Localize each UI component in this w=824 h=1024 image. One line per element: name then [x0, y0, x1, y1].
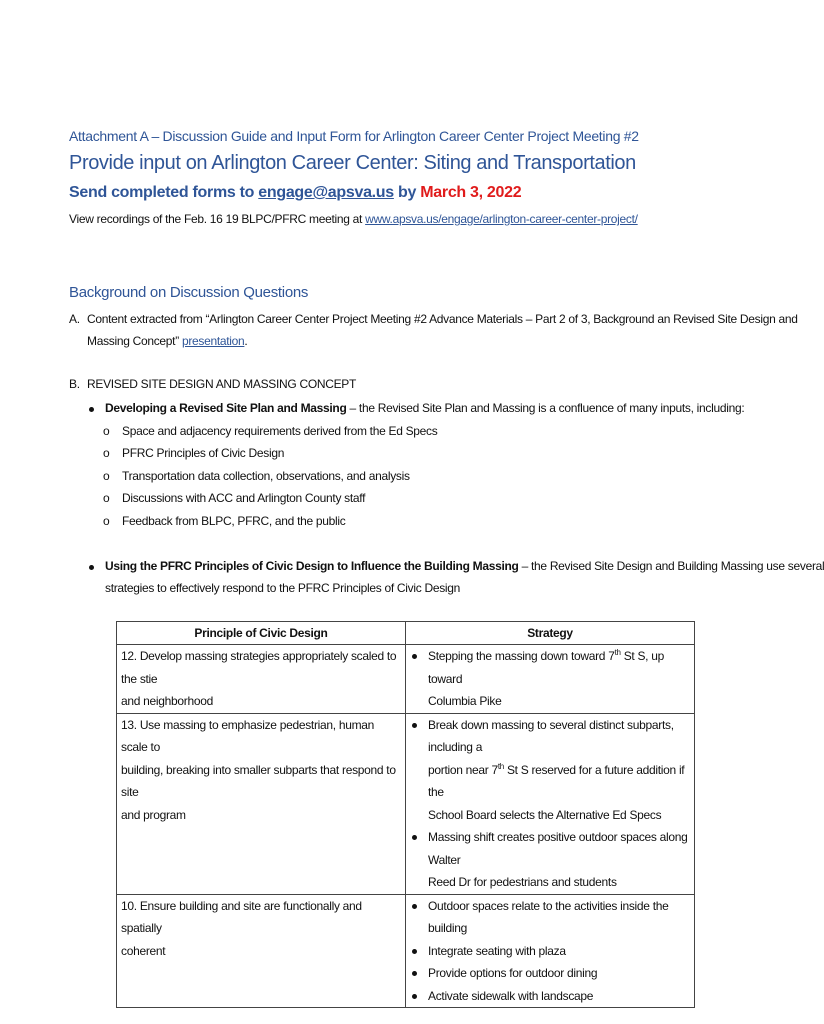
- bullet-dot: [412, 949, 417, 954]
- principle-line: coherent: [121, 943, 166, 958]
- strategy-text: Integrate seating with plaza: [428, 943, 566, 958]
- item-a-line1: Content extracted from “Arlington Career Center Project Meeting #2 Advance Materials – Part 2 of 3, Background an Revised Site Design and: [87, 312, 798, 326]
- sub-marker: o: [103, 446, 110, 460]
- sub-item: PFRC Principles of Civic Design: [122, 446, 285, 460]
- item-b-heading: REVISED SITE DESIGN AND MASSING CONCEPT: [87, 377, 357, 391]
- strategy-item: [410, 826, 690, 894]
- principle-line: 13. Use massing to emphasize pedestrian, human scale to: [121, 717, 375, 754]
- email-link[interactable]: engage@apsva.us: [258, 184, 394, 201]
- send-by: by: [393, 184, 421, 201]
- table-header-row: [117, 622, 695, 645]
- bullet-dot: [412, 835, 417, 840]
- table-row: [117, 713, 695, 894]
- recordings-prefix: View recordings of the Feb. 16 19 BLPC/PFRC meeting at: [69, 212, 366, 226]
- strategy-text: St S, up toward: [428, 649, 664, 686]
- bullet-pfrc-line2: strategies to effectively respond to the PFRC Principles of Civic Design: [105, 581, 461, 595]
- strategy-item: [410, 645, 690, 713]
- strategy-text: St S reserved for a future addition if the: [428, 762, 685, 799]
- sub-marker: o: [103, 424, 110, 438]
- bullet-dot: [412, 723, 417, 728]
- bullet-dot: [89, 407, 94, 412]
- principle-line: and program: [121, 807, 186, 822]
- bullet-dot: [89, 565, 94, 570]
- strategy-item: [410, 985, 690, 1008]
- strategy-item: [410, 895, 690, 940]
- bullet-rest-text: – the Revised Site Design and Building Massing use several: [518, 559, 824, 573]
- table-row: [117, 894, 695, 1008]
- sub-item: Feedback from BLPC, PFRC, and the public: [122, 514, 346, 528]
- table-row: [117, 645, 695, 714]
- page-title: Provide input on Arlington Career Center: Siting and Transportation: [69, 152, 636, 174]
- strategy-cell: [406, 713, 695, 894]
- strategy-text: portion near 7: [428, 762, 498, 777]
- strategy-cell: [406, 894, 695, 1008]
- principle-cell: [117, 645, 406, 714]
- strategy-item: [410, 962, 690, 985]
- strategy-text: School Board selects the Alternative Ed Specs: [428, 807, 662, 822]
- strategy-cell: [406, 645, 695, 714]
- principle-line: building, breaking into smaller subparts that respond to site: [121, 762, 396, 799]
- strategy-text: Stepping the massing down toward 7: [428, 649, 615, 663]
- strategy-text: Massing shift creates positive outdoor spaces along Walter: [428, 830, 688, 867]
- send-instructions: [69, 184, 521, 202]
- background-heading: Background on Discussion Questions: [69, 284, 309, 301]
- send-prefix: Send completed forms to: [69, 184, 259, 201]
- bullet-dot: [412, 904, 417, 909]
- superscript: th: [497, 761, 504, 771]
- recordings-link[interactable]: www.apsva.us/engage/arlington-career-center-project/: [365, 212, 638, 226]
- bullet-dot: [412, 994, 417, 999]
- item-a-text: Massing Concept”: [87, 334, 182, 348]
- strategy-item: [410, 714, 690, 827]
- item-b-marker: B.: [69, 377, 80, 391]
- sub-item: Space and adjacency requirements derived from the Ed Specs: [122, 424, 438, 438]
- strategy-text: Columbia Pike: [428, 694, 502, 708]
- recordings-note: [69, 212, 638, 226]
- sub-marker: o: [103, 469, 110, 483]
- item-a-period: .: [244, 334, 248, 348]
- strategy-text: Break down massing to several distinct subparts, including a: [428, 717, 674, 754]
- strategy-text: Provide options for outdoor dining: [428, 966, 598, 980]
- principle-line: and neighborhood: [121, 694, 213, 708]
- strategy-text: Activate sidewalk with landscape: [428, 988, 594, 1003]
- item-a-marker: A.: [69, 312, 80, 326]
- bullet-dot: [412, 654, 417, 659]
- bullet-dot: [412, 971, 417, 976]
- principle-cell: [117, 894, 406, 1008]
- strategy-text: Outdoor spaces relate to the activities inside the building: [428, 898, 669, 935]
- bullet-revised-site-plan: [105, 401, 744, 415]
- principle-line: 12. Develop massing strategies appropriately scaled to the stie: [121, 649, 397, 686]
- item-a-line2: [87, 334, 247, 348]
- sub-item: Transportation data collection, observations, and analysis: [122, 469, 410, 483]
- bullet-bold-text: Using the PFRC Principles of Civic Design to Influence the Building Massing: [105, 559, 519, 573]
- bullet-rest-text: – the Revised Site Plan and Massing is a confluence of many inputs, including:: [346, 401, 745, 415]
- attachment-heading: Attachment A – Discussion Guide and Input Form for Arlington Career Center Project Meeting #2: [69, 128, 639, 144]
- strategy-text: Reed Dr for pedestrians and students: [428, 875, 617, 889]
- sub-marker: o: [103, 514, 110, 528]
- strategy-item: [410, 940, 690, 963]
- presentation-link[interactable]: presentation: [181, 334, 245, 348]
- deadline-date: March 3, 2022: [420, 184, 522, 201]
- header-principle: Principle of Civic Design: [117, 622, 406, 645]
- header-strategy: Strategy: [406, 622, 695, 645]
- bullet-bold-text: Developing a Revised Site Plan and Massing: [105, 401, 347, 415]
- civic-design-table: [116, 621, 695, 1008]
- bullet-pfrc-principles: [105, 559, 824, 573]
- sub-marker: o: [103, 491, 110, 505]
- principle-line: 10. Ensure building and site are functionally and spatially: [121, 898, 362, 935]
- principle-cell: [117, 713, 406, 894]
- superscript: th: [614, 648, 621, 657]
- sub-item: Discussions with ACC and Arlington County staff: [122, 491, 366, 505]
